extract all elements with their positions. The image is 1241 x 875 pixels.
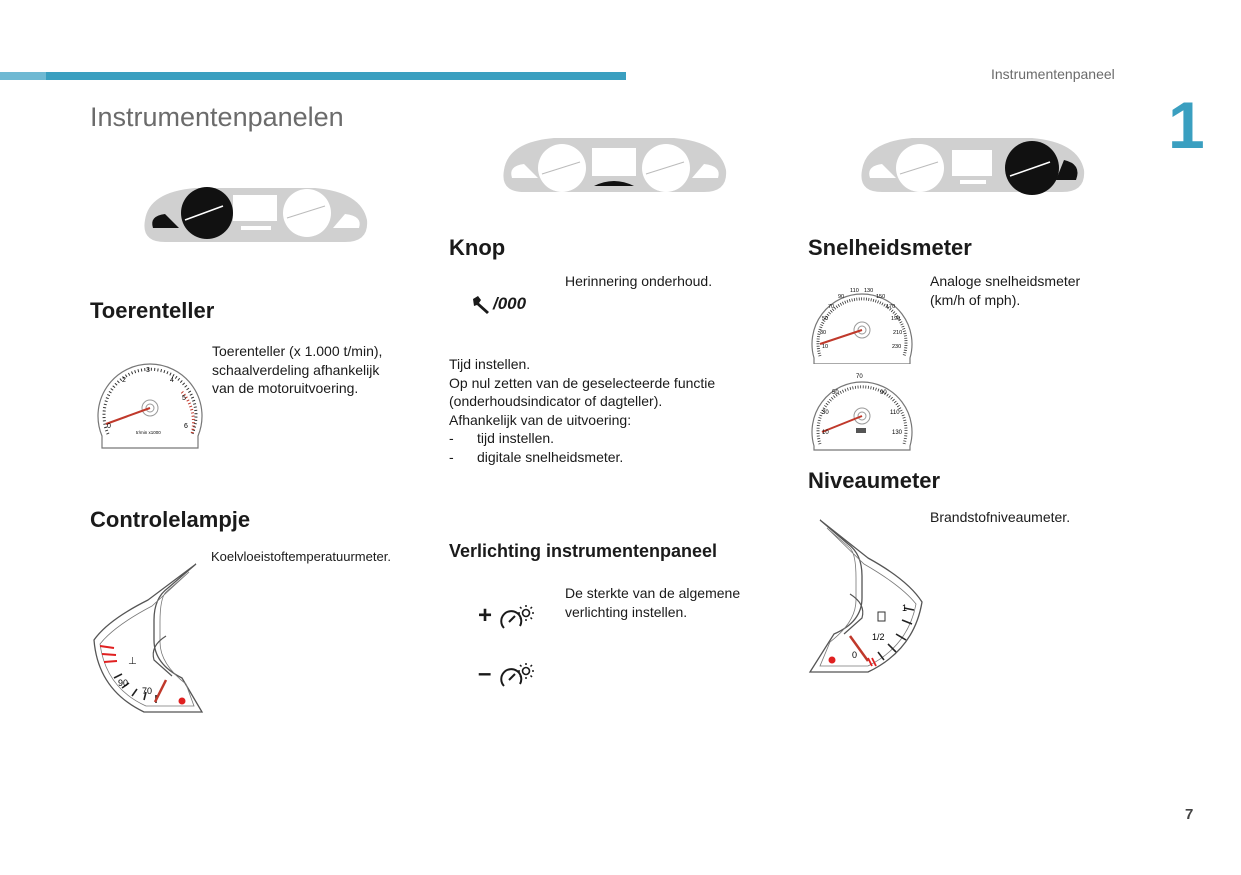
tach-number: 0: [107, 423, 111, 430]
tach-number: 2: [122, 377, 126, 384]
dashboard-light-icon: [500, 662, 536, 690]
speed-number: 170: [886, 304, 896, 310]
speed-number: 190: [891, 316, 901, 322]
controlelampje-heading: Controlelampje: [90, 507, 251, 532]
tach-number: 6: [184, 423, 188, 430]
dashboard-tachometer-illustration: [135, 178, 375, 248]
niveaumeter-heading: Niveaumeter: [808, 468, 941, 493]
snelheidsmeter-heading: Snelheidsmeter: [808, 235, 972, 260]
tach-unit-label: tr/min x1000: [136, 430, 161, 435]
toerenteller-heading: Toerenteller: [90, 298, 215, 323]
knop-description: Tijd instellen. Op nul zetten van de geselecteerde functie (onderhoudsindicator of dagteller). Afhankelijk van de uitvoering: - tijd instellen. - digitale snelheidsmeter.: [449, 355, 769, 466]
coolant-number: 70: [142, 686, 153, 696]
plus-sign: +: [478, 602, 493, 629]
speed-number: 150: [876, 294, 886, 300]
list-item: - tijd instellen.: [449, 429, 769, 448]
knop-options-list: [449, 429, 769, 466]
trip-zero-display: /000: [493, 294, 527, 313]
dashboard-button-illustration: [494, 128, 734, 198]
tach-number: 4: [170, 377, 174, 384]
fuel-level-gauge: [808, 518, 928, 676]
speed-number: 70: [856, 374, 863, 380]
coolant-temperature-gauge: [88, 560, 208, 718]
svg-text:⊥: ⊥: [128, 656, 137, 667]
section-header: Instrumentenpaneel: [991, 66, 1115, 82]
brightness-increase-pictogram: [478, 604, 538, 634]
speed-number: 130: [864, 288, 874, 294]
header-accent-bar: [0, 72, 626, 80]
speed-number: 30: [822, 410, 829, 416]
fuel-number: 1/2: [872, 632, 885, 642]
speed-number: 10: [822, 344, 829, 350]
minus-sign: –: [478, 660, 492, 687]
coolant-number: 90: [118, 678, 129, 688]
tach-number: 3: [146, 367, 150, 374]
brightness-decrease-pictogram: [478, 662, 538, 692]
speed-number: 110: [850, 288, 859, 294]
page-title: Instrumentenpanelen: [90, 102, 344, 132]
fuel-number: 1: [902, 603, 908, 613]
speed-number: 230: [892, 344, 902, 350]
dashboard-light-icon: [500, 604, 536, 632]
speedometer-dial-kmh: [808, 278, 916, 364]
speed-number: 30: [820, 330, 827, 336]
speedometer-dial-mph: [808, 362, 916, 452]
toerenteller-description: Toerenteller (x 1.000 t/min), schaalverdeling afhankelijk van de motoruitvoering.: [212, 343, 383, 396]
maintenance-reminder-text: Herinnering onderhoud.: [565, 273, 713, 289]
wrench-icon: [470, 294, 492, 316]
snelheidsmeter-description: Analoge snelheidsmeter (km/h of mph).: [930, 273, 1081, 308]
tachometer-dial: [94, 352, 206, 452]
chapter-number: 1: [1168, 88, 1205, 162]
page-number: 7: [1185, 806, 1194, 823]
header-accent-bar-start: [0, 72, 46, 80]
speed-number: 90: [838, 294, 845, 300]
list-item: - digitale snelheidsmeter.: [449, 448, 769, 467]
speed-number: 50: [832, 390, 839, 396]
speed-number: 130: [892, 430, 903, 436]
speed-number: 10: [822, 430, 829, 436]
speed-number: 70: [828, 304, 835, 310]
dashboard-speedometer-illustration: [852, 128, 1092, 198]
verlichting-description: De sterkte van de algemene verlichting instellen.: [565, 585, 741, 620]
knop-heading: Knop: [449, 235, 506, 260]
speed-number: 110: [890, 410, 900, 416]
niveaumeter-description: Brandstofniveaumeter.: [930, 509, 1071, 525]
controlelampje-description: Koelvloeistoftemperatuurmeter.: [211, 549, 391, 564]
speed-number: 50: [822, 316, 829, 322]
speed-number: 90: [880, 390, 887, 396]
fuel-number: 0: [852, 650, 858, 660]
tach-number: 5: [182, 395, 186, 402]
speed-number: 210: [893, 330, 903, 336]
maintenance-reminder-pictogram: [470, 294, 550, 316]
verlichting-heading: Verlichting instrumentenpaneel: [449, 541, 718, 561]
